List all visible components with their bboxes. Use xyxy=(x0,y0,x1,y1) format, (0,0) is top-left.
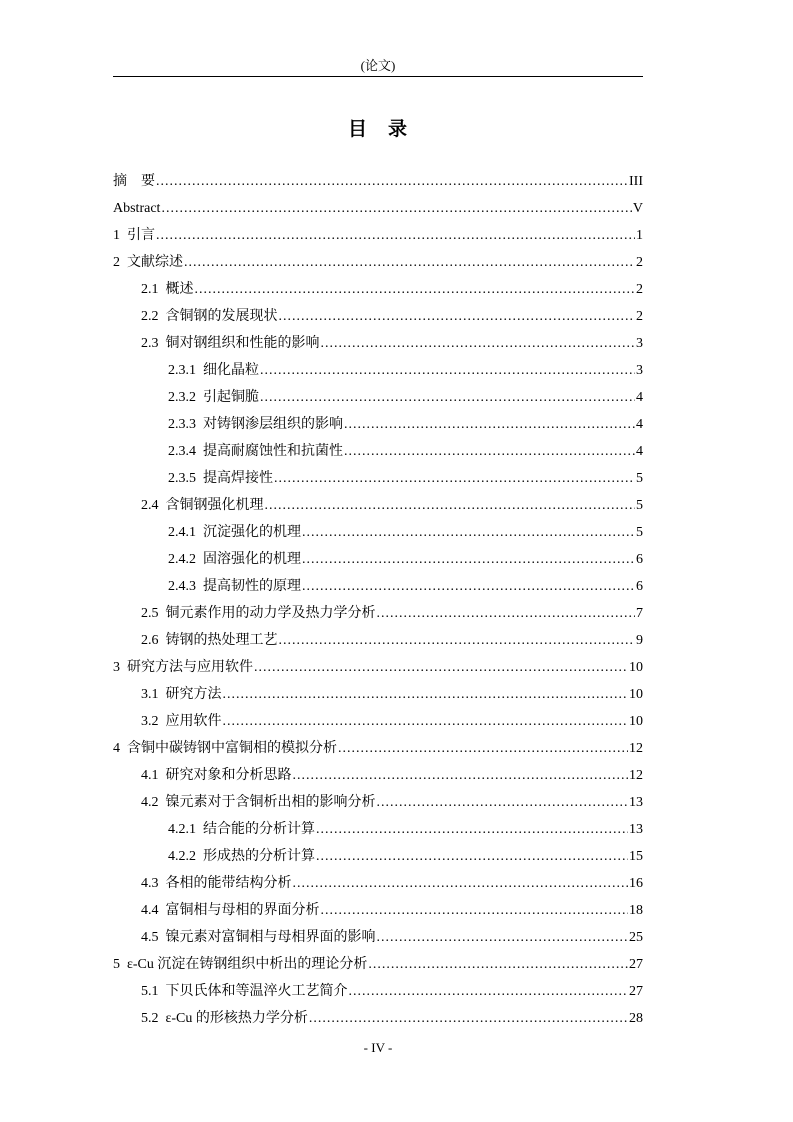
toc-entry-label: 固溶强化的机理 xyxy=(203,552,301,567)
dot-leader xyxy=(279,627,636,654)
dot-leader xyxy=(260,384,635,411)
toc-entry-label: 概述 xyxy=(165,282,194,297)
toc-entry-number: 2 xyxy=(113,255,120,270)
dot-leader xyxy=(377,924,629,951)
toc-entry-label: 文献综述 xyxy=(127,255,183,270)
dot-leader xyxy=(368,951,628,978)
toc-entry-page: 10 xyxy=(629,687,643,702)
toc-entry-number: 4.2.2 xyxy=(168,849,196,864)
toc-entry-number: 2.4.1 xyxy=(168,525,196,540)
toc-entry[interactable] xyxy=(113,924,643,951)
dot-leader xyxy=(377,600,636,627)
toc-entry-page: 28 xyxy=(629,1011,643,1026)
toc-entry-page: III xyxy=(629,174,643,189)
toc-entry-page: 4 xyxy=(636,390,643,405)
toc-entry-page: 13 xyxy=(629,822,643,837)
toc-entry-label: 含铜中碳铸钢中富铜相的模拟分析 xyxy=(127,741,337,756)
toc-entry-number: 5.1 xyxy=(141,984,159,999)
toc-entry-page: 4 xyxy=(636,417,643,432)
toc-entry-label: 含铜钢的发展现状 xyxy=(165,309,278,324)
dot-leader xyxy=(195,276,636,303)
dot-leader xyxy=(156,168,628,195)
page-number: - IV - xyxy=(363,1040,393,1055)
toc-entry-label: 各相的能带结构分析 xyxy=(165,876,292,891)
toc-entry-label: Abstract xyxy=(113,201,161,216)
toc-entry-number: 2.4.3 xyxy=(168,579,196,594)
toc-entry-page: 6 xyxy=(636,552,643,567)
dot-leader xyxy=(302,546,635,573)
toc-entry[interactable] xyxy=(113,789,643,816)
toc-entry-page: V xyxy=(632,201,643,216)
toc-entry-page: 2 xyxy=(636,282,643,297)
toc-entry[interactable] xyxy=(113,735,643,762)
dot-leader xyxy=(377,789,629,816)
toc-entry[interactable] xyxy=(113,816,643,843)
toc-entry-number: 2.3.2 xyxy=(168,390,196,405)
toc-entry-label: 镍元素对富铜相与母相界面的影响 xyxy=(165,930,376,945)
toc-entry[interactable] xyxy=(113,1005,643,1032)
toc-entry-label: 摘 要 xyxy=(113,174,155,189)
toc-entry-label: 研究方法与应用软件 xyxy=(127,660,253,675)
toc-title: 目 录 xyxy=(347,118,408,140)
toc-entry-label: 铜对钢组织和性能的影响 xyxy=(165,336,320,351)
toc-entry-label: 富铜相与母相的界面分析 xyxy=(165,903,320,918)
toc-entry-number: 4.2 xyxy=(141,795,159,810)
toc-entry[interactable] xyxy=(113,708,643,735)
toc-entry-number: 4 xyxy=(113,741,120,756)
dot-leader xyxy=(260,357,635,384)
toc-entry-label: 研究对象和分析思路 xyxy=(165,768,292,783)
toc-entry-label: 对铸钢渗层组织的影响 xyxy=(203,417,343,432)
toc-entry-page: 18 xyxy=(629,903,643,918)
dot-leader xyxy=(184,249,635,276)
toc-entry-label: 应用软件 xyxy=(165,714,222,729)
dot-leader xyxy=(302,519,635,546)
dot-leader xyxy=(156,222,635,249)
toc-entry-page: 10 xyxy=(629,714,643,729)
running-header: (论文) xyxy=(360,58,396,73)
dot-leader xyxy=(316,843,628,870)
toc-entry[interactable] xyxy=(113,303,643,330)
toc-entry-page: 5 xyxy=(636,525,643,540)
toc-entry-label: 铸钢的热处理工艺 xyxy=(165,633,278,648)
toc-entry-label: 形成热的分析计算 xyxy=(203,849,315,864)
dot-leader xyxy=(274,465,635,492)
dot-leader xyxy=(309,1005,628,1032)
toc-entry-label: 细化晶粒 xyxy=(203,363,259,378)
toc-entry-page: 1 xyxy=(636,228,643,243)
toc-entry[interactable] xyxy=(113,384,643,411)
toc-entry-page: 2 xyxy=(636,255,643,270)
toc-entry[interactable] xyxy=(113,681,643,708)
toc-entry[interactable] xyxy=(113,978,643,1005)
toc-entry-number: 2.3.3 xyxy=(168,417,196,432)
toc-entry-number: 2.1 xyxy=(141,282,159,297)
toc-entry-label: 沉淀强化的机理 xyxy=(203,525,301,540)
toc-entry-number: 2.5 xyxy=(141,606,159,621)
toc-entry-page: 2 xyxy=(636,309,643,324)
toc-entry-label: 下贝氏体和等温淬火工艺简介 xyxy=(165,984,348,999)
toc-entry-number: 4.1 xyxy=(141,768,159,783)
toc-entry[interactable] xyxy=(113,492,643,519)
toc-entry[interactable] xyxy=(113,762,643,789)
toc-entry[interactable] xyxy=(113,465,643,492)
toc-entry-number: 2.2 xyxy=(141,309,159,324)
toc-entry-label: 研究方法 xyxy=(165,687,222,702)
dot-leader xyxy=(344,411,635,438)
toc-entry-label: 结合能的分析计算 xyxy=(203,822,315,837)
header-rule xyxy=(113,76,643,77)
toc-entry-number: 2.3.4 xyxy=(168,444,196,459)
toc-entry[interactable] xyxy=(113,357,643,384)
dot-leader xyxy=(279,303,636,330)
toc-entry-label: 引起铜脆 xyxy=(203,390,259,405)
toc-entry-label: 提高韧性的原理 xyxy=(203,579,301,594)
dot-leader xyxy=(338,735,628,762)
toc-entry-page: 15 xyxy=(629,849,643,864)
toc-entry-page: 5 xyxy=(636,498,643,513)
dot-leader xyxy=(254,654,628,681)
toc-entry[interactable] xyxy=(113,951,643,978)
toc-entry-number: 3.1 xyxy=(141,687,159,702)
dot-leader xyxy=(223,681,629,708)
toc-entry-page: 9 xyxy=(636,633,643,648)
toc-entry-number: 5 xyxy=(113,957,120,972)
toc-entry-page: 3 xyxy=(636,363,643,378)
toc-entry[interactable] xyxy=(113,897,643,924)
toc-entry[interactable] xyxy=(113,222,643,249)
dot-leader xyxy=(344,438,635,465)
toc-entry[interactable] xyxy=(113,411,643,438)
toc-entry-number: 2.6 xyxy=(141,633,159,648)
toc-entry-label: ε-Cu 的形核热力学分析 xyxy=(165,1011,308,1026)
toc-entry-label: 引言 xyxy=(127,228,155,243)
dot-leader xyxy=(223,708,629,735)
toc-entry-number: 4.5 xyxy=(141,930,159,945)
toc-entry-number: 2.3.1 xyxy=(168,363,196,378)
toc-entry-number: 2.4 xyxy=(141,498,159,513)
dot-leader xyxy=(265,492,636,519)
toc-entry-page: 12 xyxy=(629,768,643,783)
toc-entry[interactable] xyxy=(113,600,643,627)
toc-entry[interactable] xyxy=(113,870,643,897)
toc-entry-page: 27 xyxy=(629,957,643,972)
toc-entry-page: 12 xyxy=(629,741,643,756)
toc-entry-number: 4.4 xyxy=(141,903,159,918)
toc-entry-label: 提高焊接性 xyxy=(203,471,273,486)
toc-entry-page: 10 xyxy=(629,660,643,675)
toc-entry-page: 6 xyxy=(636,579,643,594)
toc-entry-label: 镍元素对于含铜析出相的影响分析 xyxy=(165,795,376,810)
toc-entry[interactable] xyxy=(113,195,643,222)
dot-leader xyxy=(293,870,629,897)
toc-entry-label: 提高耐腐蚀性和抗菌性 xyxy=(203,444,343,459)
toc-entry-label: 含铜钢强化机理 xyxy=(165,498,264,513)
dot-leader xyxy=(321,330,636,357)
toc-entry-number: 4.3 xyxy=(141,876,159,891)
toc-entry-page: 7 xyxy=(636,606,643,621)
dot-leader xyxy=(349,978,629,1005)
toc-entry[interactable] xyxy=(113,843,643,870)
toc-entry-number: 3 xyxy=(113,660,120,675)
toc-entry-number: 2.3 xyxy=(141,336,159,351)
toc-entry[interactable] xyxy=(113,573,643,600)
toc-entry-number: 2.3.5 xyxy=(168,471,196,486)
toc-entry-number: 3.2 xyxy=(141,714,159,729)
toc-entry-number: 5.2 xyxy=(141,1011,159,1026)
toc-entry-page: 4 xyxy=(636,444,643,459)
toc-entry-page: 13 xyxy=(629,795,643,810)
toc-entry[interactable] xyxy=(113,438,643,465)
dot-leader xyxy=(321,897,629,924)
toc-entry[interactable] xyxy=(113,249,643,276)
dot-leader xyxy=(161,195,631,222)
toc-entry[interactable] xyxy=(113,546,643,573)
toc-entry-number: 1 xyxy=(113,228,120,243)
toc-entry-page: 27 xyxy=(629,984,643,999)
toc-list xyxy=(113,168,643,1032)
dot-leader xyxy=(293,762,629,789)
toc-entry-page: 5 xyxy=(636,471,643,486)
toc-entry-label: ε-Cu 沉淀在铸钢组织中析出的理论分析 xyxy=(127,957,368,972)
toc-entry[interactable] xyxy=(113,654,643,681)
dot-leader xyxy=(302,573,635,600)
toc-entry[interactable] xyxy=(113,276,643,303)
toc-entry-page: 25 xyxy=(629,930,643,945)
toc-entry-label: 铜元素作用的动力学及热力学分析 xyxy=(165,606,376,621)
toc-entry[interactable] xyxy=(113,330,643,357)
toc-entry-number: 2.4.2 xyxy=(168,552,196,567)
toc-entry[interactable] xyxy=(113,168,643,195)
toc-entry[interactable] xyxy=(113,627,643,654)
toc-entry-page: 3 xyxy=(636,336,643,351)
dot-leader xyxy=(316,816,628,843)
toc-entry-page: 16 xyxy=(629,876,643,891)
toc-entry-number: 4.2.1 xyxy=(168,822,196,837)
toc-entry[interactable] xyxy=(113,519,643,546)
